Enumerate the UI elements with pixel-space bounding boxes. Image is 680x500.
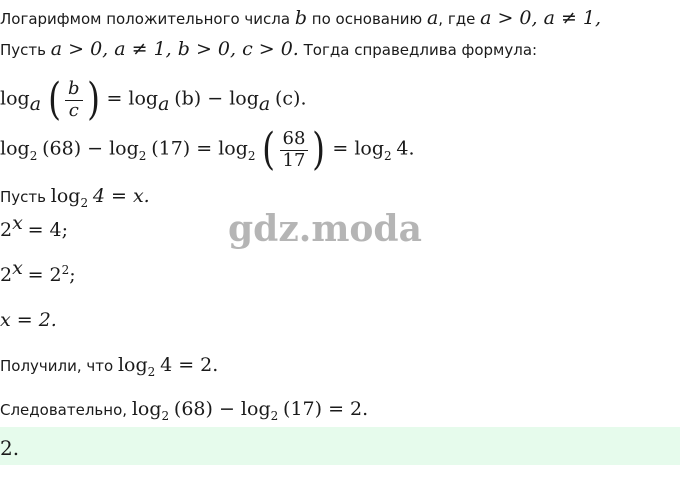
conditions: a > 0, a ≠ 1, b > 0, c > 0.: [50, 38, 299, 60]
log-quotient-formula: [0, 74, 307, 125]
answer-value: 2.: [0, 436, 20, 460]
exponent: x: [12, 257, 23, 279]
step-1: [0, 212, 69, 241]
log-fn: log: [131, 398, 162, 420]
definition-where: , где: [438, 10, 476, 28]
log-base: 2: [161, 409, 170, 423]
step-2: [0, 257, 76, 286]
denominator: c: [68, 99, 79, 121]
definition-line: [0, 9, 601, 28]
arg1: (68) − log: [42, 137, 139, 160]
step-3: [0, 311, 57, 330]
therefore-line: [0, 398, 369, 423]
arg2: (17) = log: [151, 137, 248, 160]
right-paren: ): [312, 124, 326, 175]
let-word: Пусть: [0, 41, 46, 59]
log-base3: 2: [247, 148, 256, 163]
rhs-arg1: (b) − log: [174, 87, 259, 110]
definition-text: Логарифмом положительного числа: [0, 10, 291, 28]
step-rest: = 4;: [27, 219, 69, 241]
arg1: (68) − log: [173, 398, 271, 420]
log-fn: log: [117, 354, 148, 376]
var-a: a: [426, 7, 439, 29]
var-b: b: [294, 7, 308, 29]
left-paren: (: [47, 74, 61, 125]
rhs-arg: 4.: [396, 137, 415, 160]
formula-intro: Тогда справедлива формула:: [303, 41, 538, 59]
rhs-base2: a: [258, 92, 271, 115]
step-mid: = 2: [27, 264, 62, 286]
log-base: 2: [29, 148, 38, 163]
conditions-line: [0, 40, 537, 59]
answer-box: [0, 427, 680, 465]
rhs-arg2: (c).: [274, 87, 307, 110]
obtained-expr: 4 = 2.: [160, 354, 219, 376]
let-line: [0, 185, 150, 210]
left-paren: (: [262, 124, 276, 175]
step-rest: ;: [69, 264, 76, 286]
log-fn: log: [50, 185, 81, 207]
log-base: 2: [147, 365, 156, 379]
log-fn: log: [0, 137, 30, 160]
base: 2: [0, 264, 13, 286]
log-base2: 2: [270, 409, 279, 423]
right-paren: ): [86, 74, 100, 125]
obtained-line: [0, 354, 219, 379]
let-word: Пусть: [0, 188, 46, 206]
fraction-group: [46, 74, 102, 125]
denominator: 17: [282, 149, 306, 171]
therefore-text: Следовательно,: [0, 401, 128, 419]
numerator: b: [65, 79, 83, 101]
log-base: 2: [80, 196, 89, 210]
arg2: (17) = 2.: [283, 398, 369, 420]
rhs: = log: [106, 87, 159, 110]
definition-text-mid: по основанию: [311, 10, 423, 28]
exponent: x: [12, 212, 23, 234]
base: 2: [0, 219, 13, 241]
numerator: 68: [280, 129, 309, 151]
watermark-text: gdz.moda: [228, 208, 422, 250]
condition-a: a > 0, a ≠ 1,: [480, 7, 602, 29]
rhs: = log: [332, 137, 384, 160]
exponent2: 2: [61, 263, 70, 277]
log-base: a: [29, 92, 42, 115]
fraction: [280, 129, 309, 171]
obtained-text: Получили, что: [0, 357, 114, 375]
rhs-base: 2: [384, 148, 392, 163]
fraction: [65, 79, 83, 121]
rhs-base1: a: [158, 92, 170, 115]
fraction-group: [260, 124, 327, 175]
applied-formula: [0, 124, 415, 175]
result: x = 2.: [0, 309, 57, 331]
let-expr: 4 = x.: [92, 185, 150, 207]
log-fn: log: [0, 87, 30, 110]
log-base2: 2: [138, 148, 147, 163]
